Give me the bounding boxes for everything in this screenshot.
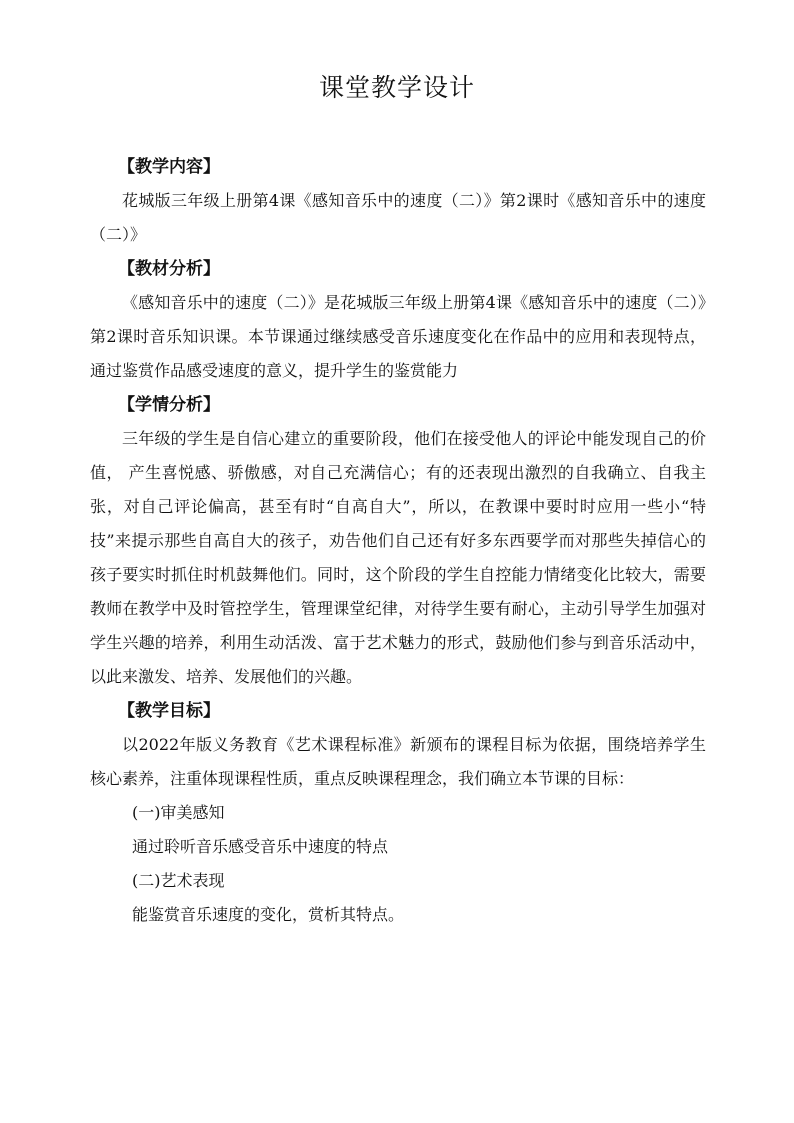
section-text-textbook: 《感知音乐中的速度（二）》是花城版三年级上册第4课《感知音乐中的速度（二）》第2课时音乐知识课。本节课通过继续感受音乐速度变化在作品中的应用和表现特点，通过鉴赏作品感受速度的意义，提升学生的鉴赏能力 xyxy=(90,293,706,380)
section-heading-students: 【学情分析】 xyxy=(118,395,220,415)
objective-label-aesthetic: (一)审美感知 xyxy=(132,803,225,822)
section-heading-textbook: 【教材分析】 xyxy=(118,259,220,279)
document-body xyxy=(90,150,706,932)
section-text-content: 花城版三年级上册第4课《感知音乐中的速度（二）》第2课时《感知音乐中的速度（二）》 xyxy=(90,191,706,244)
section-heading-objectives: 【教学目标】 xyxy=(118,701,220,721)
section-text-students: 三年级的学生是自信心建立的重要阶段，他们在接受他人的评论中能发现自己的价值， 产生喜悦感、骄傲感，对自己充满信心；有的还表现出激烈的自我确立、自我主张，对自己评论偏高，甚至有时“自高自大”，所以，在教课中要时时应用一些小“特技”来提示那些自高自大的孩子，劝告他们自己还有好多东西要学而对那些失掉信心的孩子要实时抓住时机鼓舞他们。同时，这个阶段的学生自控能力情绪变化比较大，需要教师在教学中及时管控学生，管理课堂纪律，对待学生要有耐心，主动引导学生加强对学生兴趣的培养，利用生动活泼、富于艺术魅力的形式，鼓励他们参与到音乐活动中，以此来激发、培养、发展他们的兴趣。 xyxy=(90,429,706,686)
objective-text-performance: 能鉴赏音乐速度的变化，赏析其特点。 xyxy=(132,905,405,924)
section-text-objectives: 以2022年版义务教育《艺术课程标准》新颁布的课程目标为依据，围绕培养学生核心素养，注重体现课程性质，重点反映课程理念，我们确立本节课的目标： xyxy=(90,735,706,788)
section-heading-content: 【教学内容】 xyxy=(118,157,220,177)
objective-text-aesthetic: 通过聆听音乐感受音乐中速度的特点 xyxy=(132,837,389,856)
document-title: 课堂教学设计 xyxy=(318,73,475,102)
objective-label-performance: (二)艺术表现 xyxy=(132,871,225,890)
